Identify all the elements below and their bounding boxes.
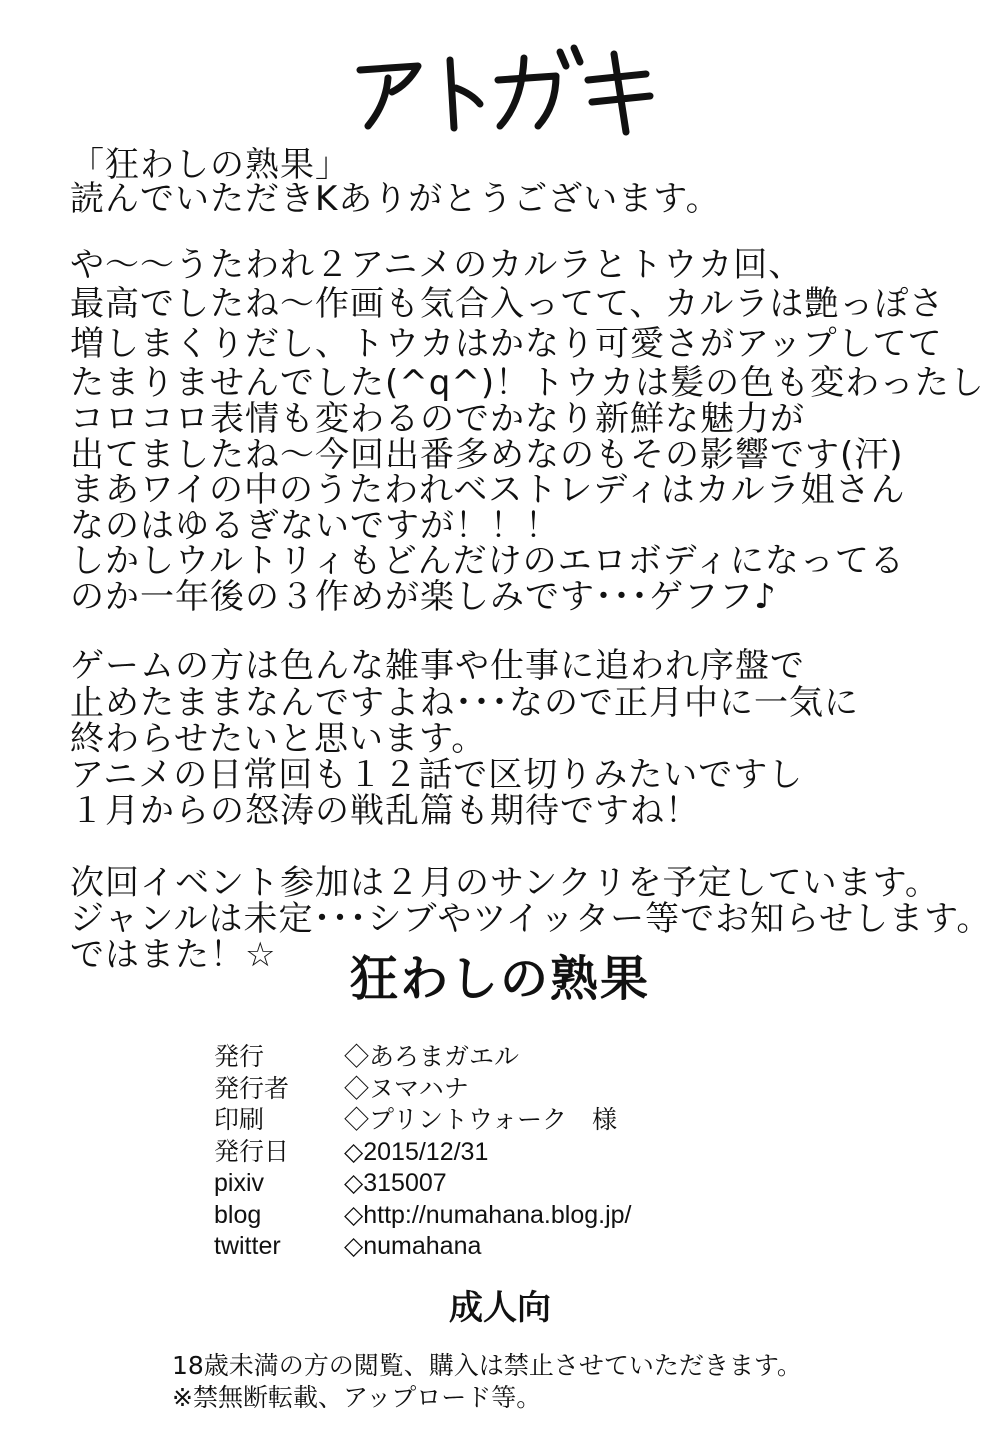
note-line: 最高でしたね～作画も気合入ってて、カルラは艶っぽさ: [70, 284, 945, 324]
note-line: や～～うたわれ２アニメのカルラとトウカ回、: [70, 245, 804, 285]
rating-label: 成人向: [449, 1288, 551, 1328]
note-line: しかしウルトリィもどんだけのエロボディになってる: [70, 541, 905, 581]
note-line: アニメの日常回も１２話で区切りみたいですし: [70, 755, 804, 795]
handwritten-heading-drawing: [330, 22, 660, 142]
colophon-value: ◇http://numahana.blog.jp/: [344, 1200, 632, 1229]
note-line: まあワイの中のうたわれベストレディはカルラ姐さん: [70, 470, 906, 510]
colophon-key: blog: [214, 1200, 262, 1229]
colophon-value: ◇あろまガエル: [344, 1043, 520, 1071]
note-line: １月からの怒涛の戦乱篇も期待ですね！: [70, 791, 700, 831]
afterword-heading: [330, 22, 660, 142]
note-line: 次回イベント参加は２月のサンクリを予定しています。: [70, 863, 940, 903]
colophon-value: ◇315007: [344, 1169, 447, 1197]
note-line: 出てましたね～今回出番多めなのもその影響です(汗): [70, 435, 904, 475]
colophon-row: [214, 1105, 631, 1137]
note-line: ジャンルは未定･･･シブやツイッター等でお知らせします。: [70, 899, 992, 939]
note-line: 止めたままなんですよね･･･なので正月中に一気に: [70, 683, 859, 723]
colophon-key: 発行: [214, 1043, 265, 1071]
colophon-row: [214, 1168, 631, 1200]
note-line: 「狂わしの熟果」: [70, 145, 350, 185]
colophon-row: [214, 1231, 631, 1263]
notice-line: 18歳未満の方の閲覧、購入は禁止させていただきます。: [172, 1351, 802, 1380]
colophon-value: ◇numahana: [344, 1232, 482, 1260]
colophon-key: 発行者: [214, 1074, 290, 1103]
book-title: 狂わしの熟果: [349, 951, 650, 1007]
note-line: 増しまくりだし、トウカはかなり可愛さがアップしてて: [70, 324, 943, 364]
colophon-key: pixiv: [214, 1169, 265, 1197]
colophon-key: twitter: [214, 1232, 281, 1260]
note-line: ゲームの方は色んな雑事や仕事に追われ序盤で: [70, 646, 805, 686]
colophon-value: ◇ヌマハナ: [344, 1074, 469, 1103]
colophon-row: [214, 1074, 631, 1106]
notice-line: ※禁無断転載、アップロード等。: [172, 1383, 542, 1412]
colophon-key: 発行日: [214, 1137, 290, 1166]
note-line: なのはゆるぎないですが！！！: [70, 506, 560, 546]
colophon-value: ◇プリントウォーク 様: [344, 1106, 618, 1134]
colophon-value: ◇2015/12/31: [344, 1137, 489, 1166]
colophon: [214, 1042, 631, 1263]
note-line: 読んでいただきKありがとうございます。: [70, 179, 721, 219]
colophon-key: 印刷: [214, 1106, 265, 1134]
colophon-row: [214, 1042, 631, 1074]
note-line: たまりませんでした(^q^)！トウカは髪の色も変わったし: [70, 363, 985, 403]
note-line: のか一年後の３作めが楽しみです･･･ゲフフ♪: [70, 577, 777, 617]
colophon-row: [214, 1137, 631, 1169]
colophon-row: [214, 1200, 631, 1232]
note-line: ではまた！☆: [70, 935, 277, 975]
note-line: コロコロ表情も変わるのでかなり新鮮な魅力が: [70, 399, 805, 439]
note-line: 終わらせたいと思います。: [70, 719, 487, 759]
